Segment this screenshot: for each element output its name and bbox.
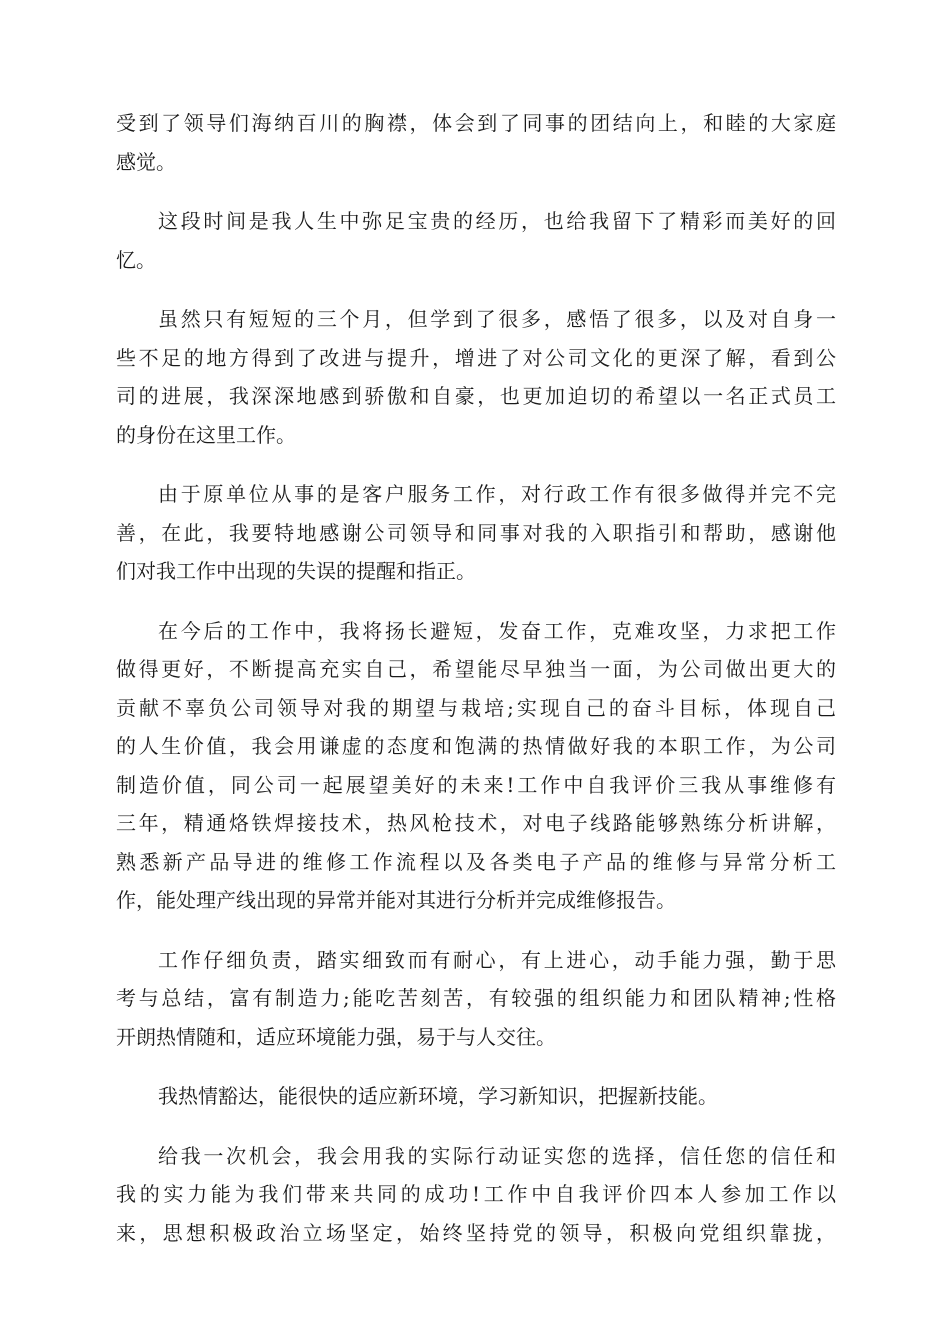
- text-line: 来，思想积极政治立场坚定，始终坚持党的领导，积极向党组织靠拢，: [116, 1220, 836, 1245]
- text-line: 贡献不辜负公司领导对我的期望与栽培;实现自己的奋斗目标，体现自己: [116, 695, 836, 720]
- paragraph: [116, 1137, 836, 1253]
- text-line: 工作仔细负责，踏实细致而有耐心，有上进心，动手能力强，勤于思: [158, 947, 836, 972]
- paragraph: [116, 475, 836, 591]
- text-line: 做得更好，不断提高充实自己，希望能尽早独当一面，为公司做出更大的: [116, 657, 836, 681]
- text-line: 受到了领导们海纳百川的胸襟，体会到了同事的团结向上，和睦的大家庭: [116, 111, 836, 135]
- text-line: 开朗热情随和，适应环境能力强，易于与人交往。: [116, 1024, 556, 1049]
- text-line: 善，在此，我要特地感谢公司领导和同事对我的入职指引和帮助，感谢他: [116, 520, 836, 545]
- paragraph: [116, 1077, 836, 1116]
- text-line: 些不足的地方得到了改进与提升，增进了对公司文化的更深了解，看到公: [116, 345, 836, 370]
- text-line: 在今后的工作中，我将扬长避短，发奋工作，克难攻坚，力求把工作: [158, 618, 836, 643]
- text-line: 给我一次机会，我会用我的实际行动证实您的选择，信任您的信任和: [158, 1143, 836, 1168]
- text-line: 这段时间是我人生中弥足宝贵的经历，也给我留下了精彩而美好的回: [158, 209, 836, 233]
- text-line: 作，能处理产线出现的异常并能对其进行分析并完成维修报告。: [116, 888, 676, 912]
- paragraph: [116, 300, 836, 454]
- text-line: 感觉。: [116, 149, 176, 174]
- document-body: [116, 104, 836, 1273]
- text-line: 司的进展，我深深地感到骄傲和自豪，也更加迫切的希望以一名正式员工: [116, 384, 836, 408]
- text-line: 我的实力能为我们带来共同的成功!工作中自我评价四本人参加工作以: [116, 1182, 836, 1206]
- paragraph: [116, 941, 836, 1057]
- text-line: 制造价值，同公司一起展望美好的未来!工作中自我评价三我从事维修有: [116, 772, 836, 797]
- paragraph: [116, 202, 836, 279]
- text-line: 虽然只有短短的三个月，但学到了很多，感悟了很多，以及对自身一: [158, 307, 836, 331]
- text-line: 们对我工作中出现的失误的提醒和指正。: [116, 559, 476, 583]
- text-line: 的人生价值，我会用谦虚的态度和饱满的热情做好我的本职工作，为公司: [116, 734, 836, 758]
- text-line: 忆。: [116, 247, 156, 272]
- text-line: 熟悉新产品导进的维修工作流程以及各类电子产品的维修与异常分析工: [116, 849, 836, 874]
- text-line: 三年，精通烙铁焊接技术，热风枪技术，对电子线路能够熟练分析讲解，: [116, 811, 836, 835]
- paragraph: [116, 612, 836, 920]
- text-line: 由于原单位从事的是客户服务工作，对行政工作有很多做得并完不完: [158, 482, 836, 506]
- text-line: 考与总结，富有制造力;能吃苦刻苦，有较强的组织能力和团队精神;性格: [116, 986, 836, 1010]
- text-line: 的身份在这里工作。: [116, 422, 296, 447]
- text-line: 我热情豁达，能很快的适应新环境，学习新知识，把握新技能。: [158, 1084, 718, 1108]
- paragraph: [116, 104, 836, 181]
